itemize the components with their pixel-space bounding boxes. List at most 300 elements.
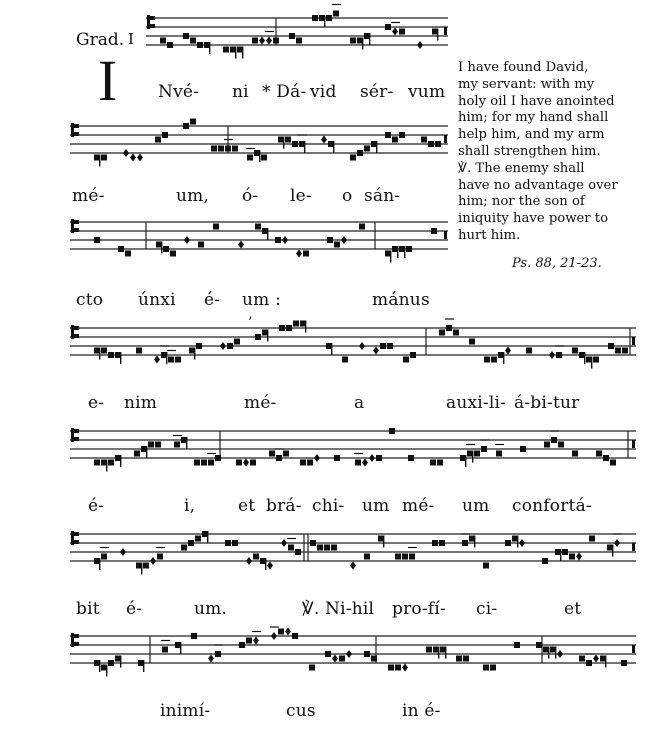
custos-icon — [632, 440, 635, 448]
lyric-syllable: ℣. Ni-hil — [302, 599, 375, 619]
neume-square — [269, 451, 275, 457]
neume-square — [143, 563, 149, 569]
lyric-syllable: vum — [408, 82, 446, 102]
neume-square — [339, 656, 345, 662]
neume-square — [310, 540, 316, 546]
neume-square — [227, 343, 233, 349]
custos-icon — [632, 645, 635, 653]
lyric-syllable: mé- — [244, 393, 277, 413]
translation-line: have no advantage over — [458, 177, 618, 193]
lyric-syllable: inimí- — [160, 701, 211, 721]
neume-rhombus — [130, 154, 136, 162]
translation-line: I have found David, — [458, 60, 589, 75]
neume-square — [463, 656, 469, 662]
neume-square — [483, 665, 489, 671]
neume-square — [572, 348, 578, 354]
neume-rhombus — [505, 347, 511, 355]
neume-rhombus — [346, 650, 352, 658]
neume-rhombus — [120, 548, 126, 556]
lyric-syllable: sán- — [364, 186, 401, 206]
mode-number: I — [128, 30, 134, 48]
neume-square — [484, 357, 490, 363]
neume-square — [190, 38, 196, 44]
neume-stem — [141, 563, 142, 575]
neume-stem — [474, 536, 475, 548]
neume-stem — [605, 656, 606, 668]
neume-square — [225, 146, 231, 152]
custos-icon — [444, 27, 447, 35]
lyric-syllable: é- — [126, 599, 143, 619]
neume-square — [250, 460, 256, 466]
neume-stem — [376, 141, 377, 153]
staff-4 — [70, 315, 636, 382]
neume-stem — [265, 558, 266, 570]
neume-square — [101, 554, 107, 560]
neume-square — [371, 656, 377, 662]
neume-stem — [207, 531, 208, 543]
neume-square — [520, 446, 526, 452]
translation-line: him; nor the son of — [458, 194, 585, 210]
neume-square — [317, 545, 323, 551]
neume-square — [218, 146, 224, 152]
neume-square — [342, 357, 348, 363]
neume-square — [621, 660, 627, 666]
neume-square — [536, 642, 542, 648]
neume-square — [399, 29, 405, 35]
staff-4-svg — [70, 315, 636, 382]
lyric-syllable: vid — [310, 82, 337, 102]
neume-stem — [143, 660, 144, 672]
neume-rhombus — [321, 136, 327, 144]
neume-square — [526, 348, 532, 354]
lyric-syllable: o — [342, 186, 353, 206]
lyric-syllable: auxi-li- — [446, 393, 507, 413]
clef-icon — [74, 132, 79, 136]
clef-icon — [74, 642, 79, 646]
neume-square — [195, 536, 201, 542]
lyric-syllable: pro-fí- — [392, 599, 446, 619]
neume-square — [364, 554, 370, 560]
neume-square — [402, 554, 408, 560]
clef-icon — [150, 24, 155, 28]
english-translation — [458, 60, 634, 245]
neume-square — [194, 460, 200, 466]
neume-stem — [161, 242, 162, 254]
neume-square — [380, 343, 386, 349]
neume-square — [350, 155, 356, 161]
neume-stem — [166, 352, 167, 364]
clef-icon — [71, 633, 74, 647]
neume-rhombus — [282, 236, 288, 244]
neume-stem — [445, 647, 446, 659]
lyric-syllable: e- — [88, 393, 105, 413]
staff-7 — [70, 630, 636, 690]
neume-square — [556, 352, 562, 358]
neume-square — [232, 540, 238, 546]
neume-square — [312, 15, 318, 21]
neume-square — [395, 554, 401, 560]
staff-2-svg — [70, 120, 448, 180]
neume-square — [94, 460, 100, 466]
neume-square — [388, 665, 394, 671]
neume-square — [437, 460, 443, 466]
neume-square — [432, 540, 438, 546]
neume-rhombus — [253, 637, 259, 645]
neume-square — [160, 38, 166, 44]
neume-square — [191, 633, 197, 639]
neume-square — [496, 451, 502, 457]
neume-square — [286, 325, 292, 331]
neume-square — [572, 451, 578, 457]
neume-stem — [106, 665, 107, 677]
neume-rhombus — [259, 37, 265, 45]
neume-square — [406, 246, 412, 252]
neume-square — [350, 38, 356, 44]
neume-stem — [120, 455, 121, 467]
neume-rhombus — [296, 250, 302, 258]
neume-square — [300, 460, 306, 466]
neume-rhombus — [341, 236, 347, 244]
neume-square — [255, 224, 261, 230]
neume-square — [289, 33, 295, 39]
clef-icon — [74, 124, 79, 128]
neume-square — [253, 554, 259, 560]
custos-icon — [444, 135, 447, 143]
neume-square — [108, 460, 114, 466]
neume-stem — [465, 455, 466, 467]
lyric-syllable: mé- — [72, 186, 105, 206]
neume-square — [215, 651, 221, 657]
neume-square — [183, 33, 189, 39]
neume-stem — [548, 647, 549, 659]
lyric-syllable: um — [462, 496, 490, 516]
neume-stem — [612, 545, 613, 557]
neume-rhombus — [332, 655, 338, 663]
neume-rhombus — [314, 454, 320, 462]
lyric-syllable: i, — [184, 496, 196, 516]
neume-square — [190, 119, 196, 125]
neume-rhombus — [281, 539, 287, 547]
neume-stem — [267, 330, 268, 342]
staff-5-svg — [70, 425, 636, 485]
neume-square — [188, 540, 194, 546]
lyric-syllable: * Dá- — [262, 82, 307, 102]
neume-rhombus — [266, 37, 272, 45]
lyric-syllable: ci- — [476, 599, 498, 619]
translation-line: shall strengthen him. — [458, 143, 601, 159]
neume-square — [439, 330, 445, 336]
neume-square — [215, 455, 221, 461]
staff-1 — [146, 12, 448, 72]
neume-square — [428, 141, 434, 147]
lyric-syllable: nim — [124, 393, 158, 413]
neume-square — [608, 343, 614, 349]
neume-square — [505, 540, 511, 546]
neume-square — [167, 42, 173, 48]
lyric-syllable: et — [564, 599, 582, 619]
neume-stem — [369, 33, 370, 45]
neume-square — [211, 146, 217, 152]
staff-7-svg — [70, 630, 636, 690]
neume-rhombus — [137, 154, 143, 162]
lyric-syllable: ó- — [242, 186, 259, 206]
lyric-syllable: é- — [204, 290, 221, 310]
neume-stem — [503, 352, 504, 364]
lyric-syllable: et — [238, 496, 256, 516]
neume-square — [198, 242, 204, 248]
neume-stem — [555, 647, 556, 659]
neume-square — [364, 651, 370, 657]
lyric-syllable: in é- — [402, 701, 441, 721]
neume-rhombus — [150, 557, 156, 565]
lyric-syllable: confortá- — [512, 496, 592, 516]
neume-square — [395, 665, 401, 671]
neume-stem — [304, 141, 305, 153]
lyric-syllable: únxi — [138, 290, 176, 310]
neume-square — [283, 451, 289, 457]
clef-icon — [74, 540, 79, 544]
neume-square — [430, 460, 436, 466]
translation-line: my servant: with my — [458, 76, 595, 92]
neume-rhombus — [246, 557, 252, 565]
neume-rhombus — [614, 539, 620, 547]
clef-icon — [71, 531, 74, 545]
neume-square — [551, 437, 557, 443]
neume-square — [586, 660, 592, 666]
neume-rhombus — [220, 342, 226, 350]
neume-square — [542, 558, 548, 564]
staff-5 — [70, 425, 636, 485]
translation-line: him; for my hand shall — [458, 110, 609, 126]
neume-square — [309, 665, 315, 671]
neume-square — [148, 442, 154, 448]
neume-square — [325, 651, 331, 657]
neume-square — [275, 237, 281, 243]
drop-capital: I — [98, 48, 118, 113]
neume-square — [622, 348, 628, 354]
neume-square — [446, 325, 452, 331]
neume-square — [276, 455, 282, 461]
neume-stem — [404, 246, 405, 258]
neume-square — [456, 656, 462, 662]
neume-rhombus — [557, 650, 563, 658]
neume-stem — [438, 647, 439, 659]
neume-stem — [584, 352, 585, 364]
neume-stem — [209, 42, 210, 54]
neume-rhombus — [208, 655, 214, 663]
neume-square — [385, 24, 391, 30]
neume-square — [558, 442, 564, 448]
neume-rhombus — [519, 539, 525, 547]
lyric-syllable: um, — [176, 186, 210, 206]
neume-stem — [186, 437, 187, 449]
neume-square — [491, 357, 497, 363]
neume-square — [101, 348, 107, 354]
neume-square — [163, 246, 169, 252]
clef-icon — [74, 429, 79, 433]
neume-square — [426, 647, 432, 653]
neume-square — [483, 563, 489, 569]
clef-icon — [74, 326, 79, 330]
neume-square — [431, 228, 437, 234]
neume-square — [603, 455, 609, 461]
neume-square — [134, 451, 140, 457]
neume-stem — [560, 549, 561, 561]
neume-stem — [120, 352, 121, 364]
neume-square — [562, 549, 568, 555]
neume-square — [389, 428, 395, 434]
neume-square — [252, 38, 258, 44]
neume-stem — [390, 251, 391, 263]
neume-square — [197, 42, 203, 48]
lyric-syllable: mánus — [372, 290, 430, 310]
neume-rhombus — [350, 562, 356, 570]
neume-stem — [242, 47, 243, 59]
neume-square — [234, 339, 240, 345]
neume-square — [324, 545, 330, 551]
neume-square — [579, 656, 585, 662]
neume-stem — [99, 660, 100, 672]
custos-icon — [632, 543, 635, 551]
neume-square — [490, 665, 496, 671]
clef-icon — [74, 634, 79, 638]
neume-stem — [517, 536, 518, 548]
staff-3-svg — [70, 216, 448, 276]
neume-stem — [146, 446, 147, 458]
translation-line: help him, and my arm — [458, 127, 605, 143]
neume-stem — [331, 343, 332, 355]
lyric-syllable: ni — [232, 82, 249, 102]
clef-icon — [74, 437, 79, 441]
neume-stem — [99, 348, 100, 360]
custos-icon — [444, 231, 447, 239]
neume-square — [261, 155, 267, 161]
neume-stem — [283, 137, 284, 149]
neume-square — [596, 451, 602, 457]
neume-square — [279, 325, 285, 331]
neume-square — [288, 545, 294, 551]
neume-square — [435, 141, 441, 147]
neume-rhombus — [402, 664, 408, 672]
neume-stem — [333, 141, 334, 153]
neume-square — [208, 460, 214, 466]
neume-square — [232, 146, 238, 152]
chant-label: Grad. — [76, 30, 125, 50]
neume-stem — [324, 15, 325, 27]
neume-square — [359, 224, 365, 230]
neume-stem — [362, 38, 363, 50]
neume-square — [162, 647, 168, 653]
clef-icon — [71, 219, 74, 233]
breath-mark-icon: ’ — [248, 315, 253, 331]
neume-square — [439, 540, 445, 546]
neume-square — [453, 330, 459, 336]
neume-square — [514, 642, 520, 648]
neume-rhombus — [285, 628, 291, 636]
clef-icon — [71, 123, 74, 137]
neume-square — [326, 15, 332, 21]
neume-rhombus — [549, 351, 555, 359]
neume-square — [101, 155, 107, 161]
lyric-syllable: á-bi-tur — [514, 393, 580, 413]
neume-rhombus — [184, 236, 190, 244]
neume-square — [175, 357, 181, 363]
neume-square — [225, 540, 231, 546]
neume-square — [399, 132, 405, 138]
neume-square — [108, 660, 114, 666]
neume-square — [94, 237, 100, 243]
neume-square — [327, 237, 333, 243]
neume-rhombus — [392, 28, 398, 36]
neume-stem — [180, 642, 181, 654]
lyric-syllable: é- — [88, 496, 105, 516]
neume-square — [409, 554, 415, 560]
lyric-syllable: um. — [194, 599, 228, 619]
neume-square — [589, 536, 595, 542]
translation-line: ℣. The enemy shall — [458, 160, 585, 176]
neume-square — [334, 455, 340, 461]
neume-square — [307, 460, 313, 466]
neume-square — [201, 460, 207, 466]
neume-square — [239, 642, 245, 648]
translation-line: hurt him. — [458, 227, 521, 243]
neume-square — [481, 446, 487, 452]
neume-rhombus — [362, 459, 368, 467]
neume-rhombus — [576, 553, 582, 561]
neume-stem — [194, 348, 195, 360]
lyric-syllable: um : — [242, 290, 282, 310]
lyric-syllable: sér- — [360, 82, 394, 102]
neume-rhombus — [123, 149, 129, 157]
translation-line: iniquity have power to — [458, 211, 609, 227]
neume-square — [196, 343, 202, 349]
neume-square — [157, 554, 163, 560]
neume-rhombus — [238, 241, 244, 249]
clef-icon — [147, 15, 150, 29]
neume-stem — [267, 228, 268, 240]
lyric-syllable: brá- — [266, 496, 302, 516]
staff-6 — [70, 528, 636, 588]
staff-3 — [70, 216, 448, 276]
clef-icon — [71, 428, 74, 442]
translation-line: holy oil I have anointed — [458, 93, 615, 109]
neume-square — [364, 146, 370, 152]
lyric-syllable: cus — [286, 701, 316, 721]
neume-square — [331, 545, 337, 551]
neume-rhombus — [154, 356, 160, 364]
neume-square — [255, 334, 261, 340]
neume-square — [469, 339, 475, 345]
clef-icon — [71, 325, 74, 339]
neume-square — [334, 242, 340, 248]
neume-square — [174, 442, 180, 448]
neume-square — [155, 137, 161, 143]
neume-stem — [437, 29, 438, 41]
staff-1-svg — [146, 12, 448, 72]
neume-square — [357, 150, 363, 156]
neume-rhombus — [359, 342, 365, 350]
neume-square — [610, 460, 616, 466]
neume-square — [162, 132, 168, 138]
neume-square — [285, 137, 291, 143]
clef-icon — [74, 532, 79, 536]
neume-stem — [106, 460, 107, 472]
neume-square — [155, 442, 161, 448]
neume-square — [273, 38, 279, 44]
neume-stem — [235, 47, 236, 59]
neume-square — [181, 545, 187, 551]
neume-stem — [591, 357, 592, 369]
